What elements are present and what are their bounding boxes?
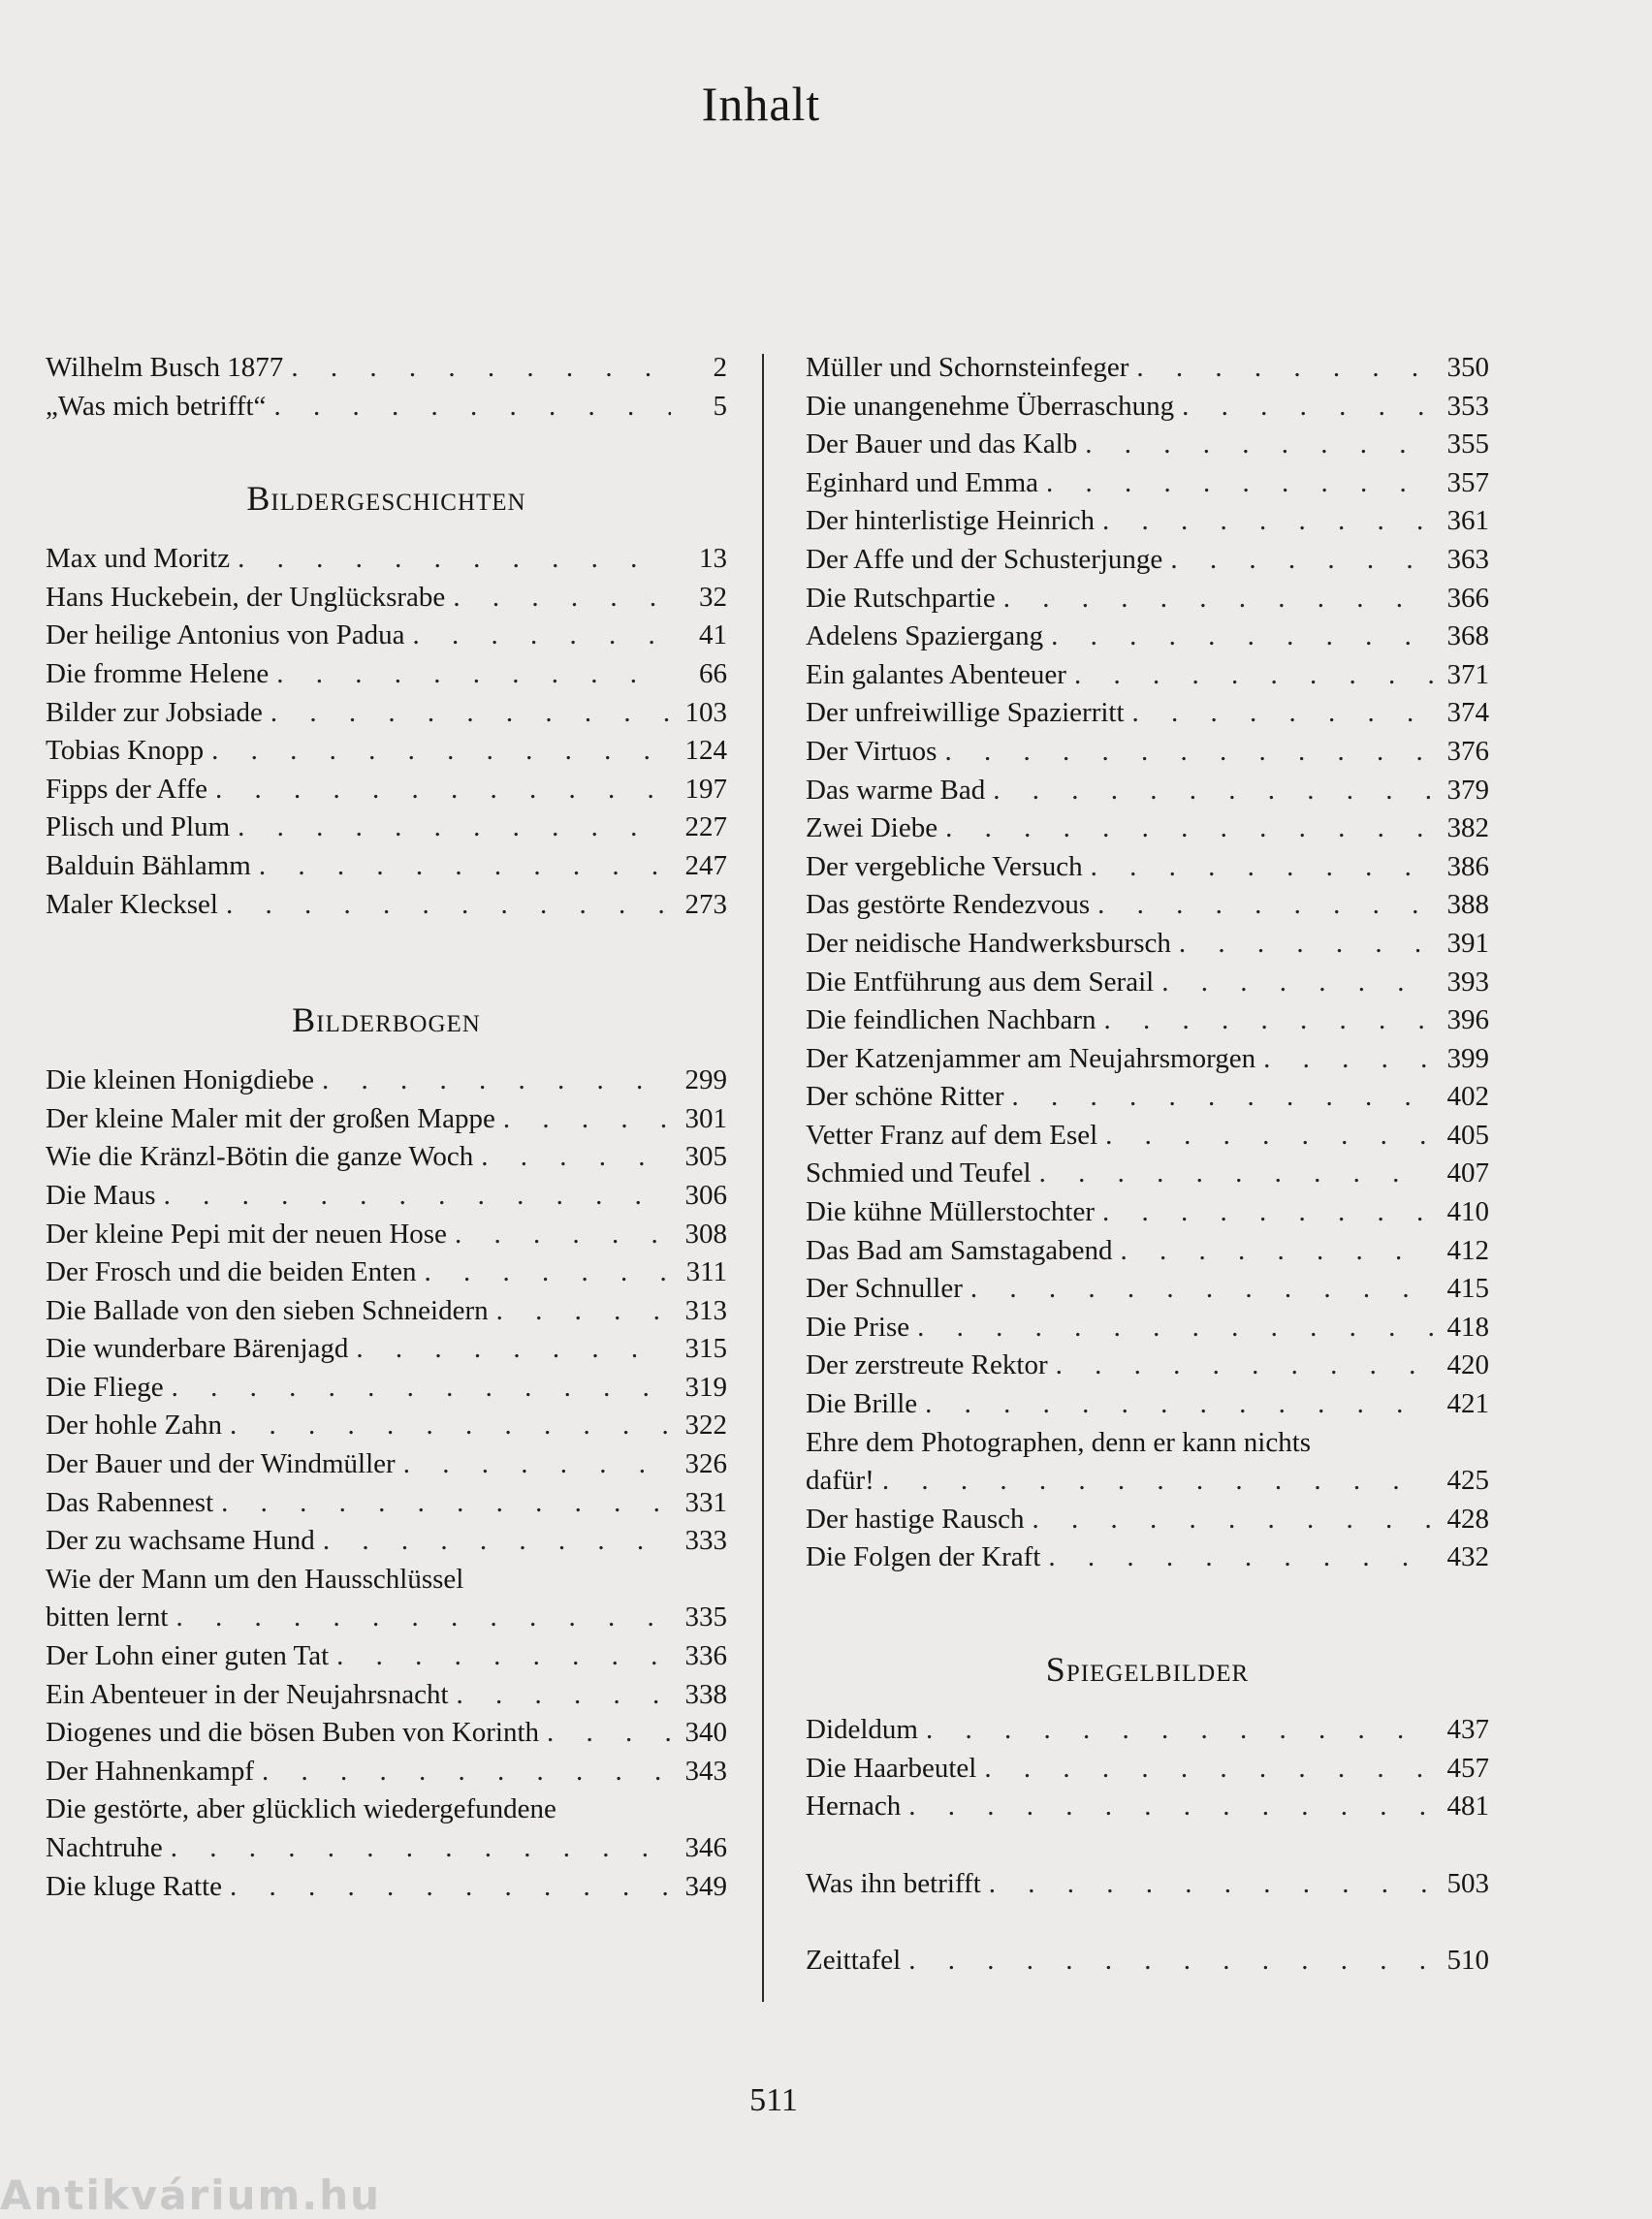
toc-entry-page: 333	[684, 1525, 727, 1557]
toc-entry-title: Der Katzenjammer am Neujahrsmorgen	[806, 1042, 1256, 1074]
dot-leader	[291, 349, 671, 388]
dot-leader	[1182, 388, 1433, 427]
toc-entry[interactable]	[806, 1385, 1489, 1424]
dot-leader	[425, 1253, 671, 1292]
left-column	[46, 349, 727, 1906]
dot-leader	[1091, 848, 1433, 887]
toc-entry[interactable]	[46, 617, 727, 655]
toc-entry-title: Die unangenehme Überraschung	[806, 390, 1175, 422]
toc-entry-title: Das Bad am Samstagabend	[806, 1234, 1113, 1266]
toc-entry-title: Die kühne Müllerstochter	[806, 1196, 1095, 1228]
toc-entry-title: Der hastige Rausch	[806, 1503, 1025, 1535]
dot-leader	[1136, 349, 1433, 388]
toc-entry-page: 2	[713, 352, 727, 383]
toc-entry-page: 322	[684, 1410, 727, 1442]
toc-entry[interactable]	[46, 1868, 727, 1907]
toc-entry-page: 503	[1446, 1867, 1489, 1899]
toc-entry-title: Der heilige Antonius von Padua	[46, 619, 405, 651]
toc-entry-title: Balduin Bählamm	[46, 849, 251, 881]
toc-entry[interactable]	[46, 847, 727, 886]
toc-entry-page: 374	[1446, 697, 1489, 729]
toc-entry-title: Müller und Schornsteinfeger	[806, 352, 1129, 383]
watermark: Antikvárium.hu	[0, 2171, 382, 2219]
toc-entry-title: Die kleinen Honigdiebe	[46, 1064, 315, 1096]
toc-entry[interactable]	[806, 733, 1489, 772]
toc-entry-title: Die feindlichen Nachbarn	[806, 1004, 1096, 1036]
dot-leader	[273, 388, 671, 427]
toc-entry-page: 305	[684, 1141, 727, 1173]
toc-entry[interactable]	[806, 1711, 1489, 1750]
dot-leader	[908, 1942, 1433, 1981]
toc-entry-page: 103	[684, 696, 727, 728]
toc-entry-title: Ein galantes Abenteuer	[806, 658, 1066, 690]
toc-entry-page: 353	[1446, 390, 1489, 422]
toc-entry[interactable]	[46, 808, 727, 847]
toc-entry[interactable]	[46, 1330, 727, 1369]
toc-entry-page: 350	[1446, 352, 1489, 383]
toc-entry-page: 432	[1446, 1541, 1489, 1573]
toc-entry[interactable]	[46, 1753, 727, 1791]
toc-entry-page: 124	[684, 735, 727, 767]
section-heading-bildergeschichten: Bildergeschichten	[246, 479, 526, 519]
toc-entry[interactable]	[806, 1040, 1489, 1079]
toc-entry-title: Adelens Spaziergang	[806, 620, 1044, 652]
toc-entry[interactable]	[46, 1369, 727, 1408]
toc-entry[interactable]	[806, 464, 1489, 503]
toc-entry-page: 457	[1446, 1752, 1489, 1784]
toc-entry[interactable]	[806, 388, 1489, 427]
bilderbogen-list-2	[46, 1637, 727, 1791]
toc-entry-page: 421	[1446, 1388, 1489, 1420]
toc-entry[interactable]	[806, 349, 1489, 388]
toc-entry-title: Die wunderbare Bärenjagd	[46, 1333, 349, 1365]
toc-entry-page: 412	[1446, 1234, 1489, 1266]
bilderbogen-list	[46, 1062, 727, 1561]
dot-leader	[984, 1750, 1433, 1789]
toc-entry-page: 366	[1446, 582, 1489, 614]
dot-leader	[262, 1753, 671, 1791]
toc-entry-page: 420	[1446, 1349, 1489, 1381]
dot-leader	[1097, 886, 1433, 925]
toc-entry[interactable]	[806, 1232, 1489, 1271]
dot-leader	[276, 655, 671, 694]
dot-leader	[1012, 1078, 1433, 1117]
toc-entry-page: 418	[1446, 1311, 1489, 1343]
toc-entry[interactable]	[46, 1637, 727, 1676]
dot-leader	[925, 1385, 1433, 1424]
toc-entry-page: 338	[684, 1678, 727, 1710]
toc-entry[interactable]	[806, 1347, 1489, 1385]
toc-entry-page: 315	[684, 1333, 727, 1365]
toc-entry[interactable]	[806, 886, 1489, 925]
toc-entry[interactable]	[806, 1078, 1489, 1117]
toc-entry-page: 335	[684, 1601, 727, 1633]
toc-entry-title: Maler Klecksel	[46, 888, 218, 920]
toc-entry-page: 396	[1446, 1004, 1489, 1036]
toc-entry-title: Der unfreiwillige Spazierritt	[806, 697, 1125, 729]
toc-entry-page: 425	[1446, 1465, 1489, 1497]
dot-leader	[238, 808, 671, 847]
toc-entry[interactable]	[46, 1407, 727, 1445]
dot-leader	[1102, 502, 1433, 541]
toc-entry-title: Der Frosch und die beiden Enten	[46, 1256, 417, 1288]
dot-leader	[238, 540, 671, 579]
page-number: 511	[749, 2082, 798, 2118]
toc-entry-title: Max und Moritz	[46, 543, 231, 575]
toc-entry[interactable]	[46, 1253, 727, 1292]
toc-entry-line1: Die gestörte, aber glücklich wiedergefundene	[46, 1793, 556, 1825]
toc-entry[interactable]	[806, 848, 1489, 887]
toc-entry[interactable]	[806, 1462, 1489, 1501]
dot-leader	[481, 1138, 671, 1177]
toc-entry-title: Der kleine Maler mit der großen Mappe	[46, 1102, 495, 1134]
toc-entry-page: 437	[1446, 1714, 1489, 1745]
toc-entry-page: 326	[684, 1448, 727, 1480]
toc-entry-page: 273	[684, 888, 727, 920]
toc-entry-title: Diogenes und die bösen Buben von Korinth	[46, 1717, 540, 1749]
toc-entry[interactable]	[806, 772, 1489, 810]
toc-entry-was-ihn-betrifft[interactable]	[806, 1865, 1489, 1904]
toc-entry-page: 405	[1446, 1119, 1489, 1151]
toc-entry-title: Die Fliege	[46, 1371, 164, 1403]
toc-entry-title: Der hohle Zahn	[46, 1410, 222, 1442]
toc-entry-page: 399	[1446, 1042, 1489, 1074]
toc-entry-page: 299	[684, 1064, 727, 1096]
toc-entry-title: Dideldum	[806, 1714, 918, 1745]
toc-entry-title: Der hinterlistige Heinrich	[806, 505, 1095, 537]
toc-entry-page: 5	[713, 390, 727, 422]
toc-entry[interactable]	[46, 771, 727, 809]
toc-entry-page: 371	[1446, 658, 1489, 690]
toc-entry-title: Wie die Kränzl-Bötin die ganze Woch	[46, 1141, 474, 1173]
toc-entry-page: 382	[1446, 812, 1489, 844]
dot-leader	[496, 1292, 671, 1331]
dot-leader	[1161, 964, 1433, 1002]
toc-entry[interactable]	[806, 1155, 1489, 1193]
toc-entry-page: 313	[684, 1294, 727, 1326]
dot-leader	[172, 1369, 671, 1408]
toc-entry[interactable]	[806, 1788, 1489, 1826]
dot-leader	[945, 809, 1433, 848]
toc-entry[interactable]	[806, 541, 1489, 580]
toc-entry[interactable]	[46, 655, 727, 694]
toc-entry[interactable]	[806, 1750, 1489, 1789]
dot-leader	[230, 1868, 671, 1907]
toc-entry-title: Zwei Diebe	[806, 812, 938, 844]
toc-entry-title: Die Rutschpartie	[806, 582, 996, 614]
toc-entry-page: 388	[1446, 889, 1489, 921]
dot-leader	[175, 1599, 671, 1637]
toc-entry-title: Die fromme Helene	[46, 657, 270, 689]
toc-entry-title: Der zu wachsame Hund	[46, 1525, 315, 1557]
spiegelbilder-list	[806, 1711, 1489, 1826]
dot-leader	[926, 1711, 1433, 1750]
toc-entry-page: 340	[684, 1717, 727, 1749]
toc-entry[interactable]	[46, 694, 727, 733]
dot-leader	[1102, 1193, 1433, 1232]
toc-entry-title: Der Schnuller	[806, 1273, 963, 1305]
toc-entry-page: 32	[699, 581, 727, 613]
dot-leader	[413, 617, 671, 655]
toc-entry-page: 227	[684, 811, 727, 843]
dot-leader	[970, 1270, 1433, 1309]
toc-entry[interactable]	[46, 1177, 727, 1216]
toc-entry[interactable]	[46, 540, 727, 579]
toc-entry-page: 319	[684, 1371, 727, 1403]
toc-entry-title: Bilder zur Jobsiade	[46, 696, 263, 728]
dot-leader	[547, 1714, 671, 1753]
toc-entry-title: dafür!	[806, 1465, 874, 1497]
dot-leader	[1039, 1155, 1433, 1193]
right-column	[806, 349, 1489, 1981]
dot-leader	[1056, 1347, 1433, 1385]
column-divider	[762, 354, 764, 2002]
toc-entry[interactable]	[806, 618, 1489, 656]
toc-entry-title: Der Bauer und das Kalb	[806, 428, 1078, 460]
dot-leader	[323, 1522, 671, 1561]
dot-leader	[882, 1462, 1433, 1501]
toc-entry[interactable]	[806, 1501, 1489, 1539]
toc-entry-page: 379	[1446, 774, 1489, 806]
toc-entry-page: 311	[685, 1256, 727, 1288]
dot-leader	[1170, 541, 1433, 580]
toc-entry-page: 391	[1446, 927, 1489, 959]
toc-entry-title: Der Bauer und der Windmüller	[46, 1448, 396, 1480]
toc-entry[interactable]	[806, 1270, 1489, 1309]
toc-entry-title: Plisch und Plum	[46, 811, 231, 843]
toc-entry-page: 197	[684, 773, 727, 805]
dot-leader	[503, 1100, 671, 1139]
dot-leader	[270, 694, 671, 733]
dot-leader	[1121, 1232, 1433, 1271]
toc-entry-title: Der zerstreute Rektor	[806, 1349, 1048, 1381]
dot-leader	[457, 1676, 671, 1715]
toc-entry-title: Tobias Knopp	[46, 735, 205, 767]
toc-entry[interactable]	[806, 964, 1489, 1002]
toc-entry-title: Das warme Bad	[806, 774, 986, 806]
toc-entry[interactable]	[46, 1445, 727, 1484]
toc-entry[interactable]	[46, 1292, 727, 1331]
toc-entry[interactable]	[806, 925, 1489, 964]
toc-entry-page: 349	[684, 1870, 727, 1902]
toc-entry[interactable]	[46, 1599, 727, 1637]
toc-entry-line1: Wie der Mann um den Hausschlüssel	[46, 1563, 464, 1595]
toc-entry-title: Die kluge Ratte	[46, 1870, 223, 1902]
dot-leader	[226, 886, 671, 925]
page-title: Inhalt	[701, 77, 821, 131]
dot-leader	[356, 1330, 671, 1369]
toc-entry-page: 41	[699, 619, 727, 651]
dot-leader	[1263, 1040, 1433, 1079]
toc-entry-page: 355	[1446, 428, 1489, 460]
dot-leader	[403, 1445, 671, 1484]
toc-entry-title: Ein Abenteuer in der Neujahrsnacht	[46, 1678, 449, 1710]
toc-entry-title: Schmied und Teufel	[806, 1157, 1032, 1189]
toc-entry-title: Der kleine Pepi mit der neuen Hose	[46, 1218, 447, 1250]
toc-entry-page: 393	[1446, 966, 1489, 998]
dot-leader	[259, 847, 671, 886]
dot-leader	[171, 1829, 671, 1868]
toc-entry-line1: Ehre dem Photographen, denn er kann nichts	[806, 1426, 1312, 1458]
toc-entry-page: 386	[1446, 850, 1489, 882]
dot-leader	[221, 1484, 671, 1523]
toc-entry-page: 308	[684, 1218, 727, 1250]
dot-leader	[215, 771, 671, 809]
toc-entry-page: 407	[1446, 1157, 1489, 1189]
toc-entry-page: 13	[699, 543, 727, 575]
toc-entry-title: Hernach	[806, 1791, 902, 1823]
dot-leader	[322, 1062, 671, 1100]
dot-leader	[989, 1865, 1433, 1904]
toc-entry[interactable]	[806, 809, 1489, 848]
dot-leader	[908, 1788, 1433, 1826]
toc-entry-page: 363	[1446, 543, 1489, 575]
dot-leader	[1179, 925, 1433, 964]
toc-entry-title: Was ihn betrifft	[806, 1867, 981, 1899]
toc-entry[interactable]	[806, 694, 1489, 733]
toc-entry[interactable]	[806, 502, 1489, 541]
toc-entry-title: „Was mich betrifft“	[46, 390, 267, 422]
toc-entry-page: 428	[1446, 1503, 1489, 1535]
toc-entry-page: 247	[684, 849, 727, 881]
toc-entry-page: 361	[1446, 505, 1489, 537]
toc-entry[interactable]	[806, 426, 1489, 464]
right-list	[806, 349, 1489, 1424]
dot-leader	[1085, 426, 1433, 464]
dot-leader	[1003, 580, 1433, 618]
toc-entry-page: 402	[1446, 1081, 1489, 1113]
dot-leader	[453, 579, 671, 618]
right-list-2	[806, 1501, 1489, 1577]
left-top-list	[46, 349, 727, 426]
section-heading-bilderbogen: Bilderbogen	[292, 1000, 481, 1040]
toc-entry[interactable]	[46, 1216, 727, 1254]
dot-leader	[336, 1637, 671, 1676]
toc-entry-page: 357	[1446, 466, 1489, 498]
toc-entry[interactable]	[806, 580, 1489, 618]
toc-entry[interactable]	[806, 656, 1489, 695]
toc-entry[interactable]	[46, 1138, 727, 1177]
dot-leader	[1105, 1117, 1433, 1156]
bilderbogen-list-3	[46, 1868, 727, 1907]
dot-leader	[917, 1309, 1433, 1347]
toc-entry-page: 510	[1446, 1945, 1489, 1977]
toc-entry[interactable]	[46, 1062, 727, 1100]
toc-entry[interactable]	[46, 1714, 727, 1753]
toc-entry-zeittafel[interactable]	[806, 1942, 1489, 1981]
toc-entry[interactable]	[806, 1193, 1489, 1232]
toc-entry[interactable]	[46, 1522, 727, 1561]
toc-entry[interactable]	[806, 1538, 1489, 1577]
toc-entry-title: Die Haarbeutel	[806, 1752, 977, 1784]
dot-leader	[1074, 656, 1433, 695]
dot-leader	[1048, 1538, 1433, 1577]
toc-entry[interactable]	[46, 388, 727, 427]
section-heading-spiegelbilder: Spiegelbilder	[1045, 1650, 1250, 1689]
dot-leader	[944, 733, 1433, 772]
toc-entry-page: 306	[684, 1179, 727, 1211]
toc-entry-title: Das Rabennest	[46, 1486, 214, 1518]
toc-entry-title: Die Brille	[806, 1388, 918, 1420]
toc-entry[interactable]	[46, 1829, 727, 1868]
dot-leader	[455, 1216, 671, 1254]
dot-leader	[993, 772, 1433, 810]
dot-leader	[1104, 1001, 1433, 1040]
toc-entry-page: 481	[1446, 1791, 1489, 1823]
toc-entry-title: Der Hahnenkampf	[46, 1755, 254, 1787]
dot-leader	[164, 1177, 671, 1216]
toc-entry-title: Die Folgen der Kraft	[806, 1541, 1041, 1573]
toc-entry-title: Nachtruhe	[46, 1832, 163, 1863]
toc-entry-page: 346	[684, 1832, 727, 1863]
toc-entry-title: Die Maus	[46, 1179, 156, 1211]
toc-entry[interactable]	[806, 1117, 1489, 1156]
toc-entry-title: Wilhelm Busch 1877	[46, 352, 284, 383]
toc-entry[interactable]	[46, 1100, 727, 1139]
toc-entry[interactable]	[806, 1001, 1489, 1040]
toc-entry-page: 336	[684, 1640, 727, 1672]
toc-entry-title: Eginhard und Emma	[806, 466, 1039, 498]
toc-entry-page: 66	[699, 657, 727, 689]
toc-entry-title: Fipps der Affe	[46, 773, 208, 805]
toc-entry-title: Der neidische Handwerksbursch	[806, 927, 1171, 959]
toc-entry-title: Der vergebliche Versuch	[806, 850, 1083, 882]
toc-entry-page: 415	[1446, 1273, 1489, 1305]
dot-leader	[1132, 694, 1433, 733]
toc-entry-title: Hans Huckebein, der Unglücksrabe	[46, 581, 446, 613]
dot-leader	[230, 1407, 671, 1445]
toc-entry-page: 376	[1446, 735, 1489, 767]
toc-entry[interactable]	[46, 579, 727, 618]
dot-leader	[211, 732, 671, 771]
toc-entry[interactable]	[46, 732, 727, 771]
toc-entry-title: Der Lohn einer guten Tat	[46, 1640, 330, 1672]
dot-leader	[1046, 464, 1433, 503]
toc-entry[interactable]	[46, 886, 727, 925]
toc-entry-title: Vetter Franz auf dem Esel	[806, 1119, 1098, 1151]
toc-entry-page: 410	[1446, 1196, 1489, 1228]
toc-entry-page: 368	[1446, 620, 1489, 652]
toc-entry[interactable]	[46, 1484, 727, 1523]
toc-entry-title: Die Prise	[806, 1311, 910, 1343]
toc-entry-title: Das gestörte Rendezvous	[806, 889, 1091, 921]
toc-entry-page: 343	[684, 1755, 727, 1787]
toc-entry-title: Die Ballade von den sieben Schneidern	[46, 1294, 489, 1326]
toc-entry-title: Die Entführung aus dem Serail	[806, 966, 1155, 998]
toc-entry-title: Der Affe und der Schusterjunge	[806, 543, 1163, 575]
toc-entry-page: 331	[684, 1486, 727, 1518]
toc-entry-title: Zeittafel	[806, 1945, 902, 1977]
toc-entry-page: 301	[684, 1102, 727, 1134]
toc-entry[interactable]	[46, 349, 727, 388]
toc-entry-title: bitten lernt	[46, 1601, 169, 1633]
toc-entry-title: Der schöne Ritter	[806, 1081, 1004, 1113]
toc-entry[interactable]	[806, 1309, 1489, 1347]
toc-entry-title: Der Virtuos	[806, 735, 937, 767]
dot-leader	[1032, 1501, 1434, 1539]
bildergeschichten-list	[46, 540, 727, 924]
toc-entry[interactable]	[46, 1676, 727, 1715]
dot-leader	[1051, 618, 1433, 656]
